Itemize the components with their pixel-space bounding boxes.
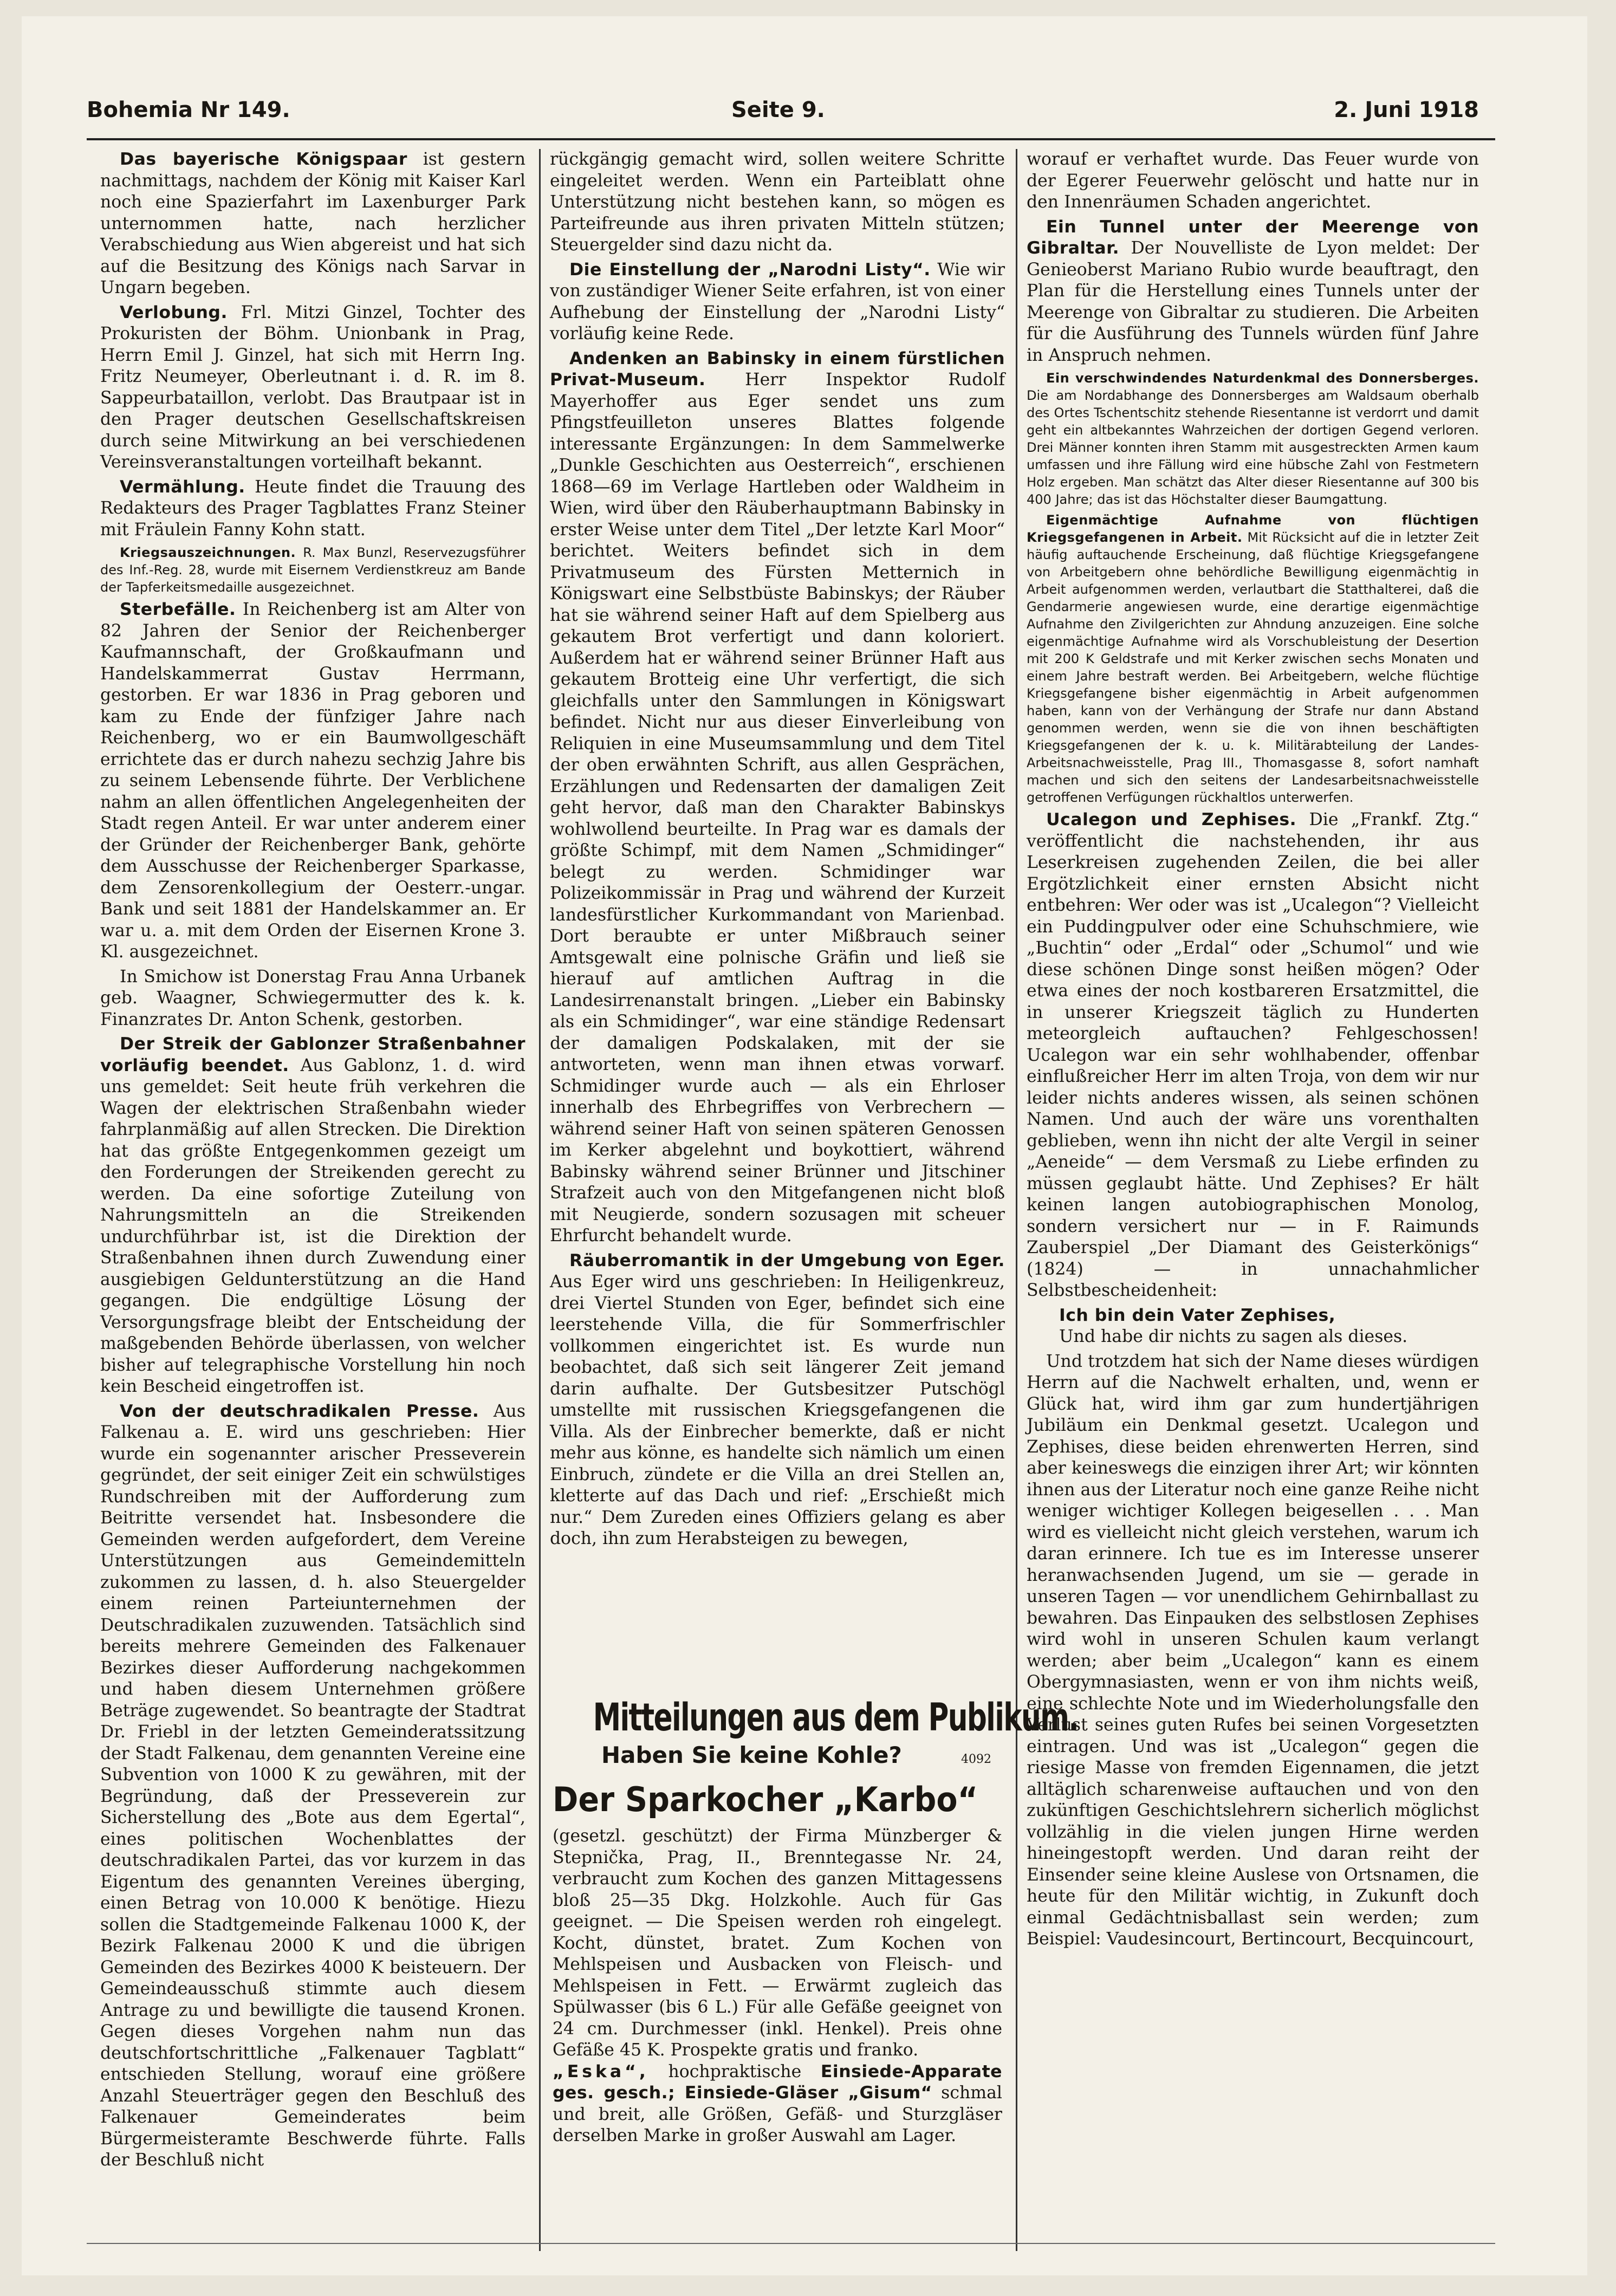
article-body: Frl. Mitzi Ginzel, Tochter des Prokuristen der Böhm. Unionbank in Prag, Herrn Emil J. Ginzel, hat sich mit Herrn Ing. Fritz Neumeyer, Oberleutnant i. d. R. im 8. Sappeurbataillon, verlobt. Das Brautpaar ist in den Prager deutschen Gesellschaftskreisen durch seine Mitwirkung an bei verschiedenen Vereinsveranstaltungen vorteilhaft bekannt. <box>100 302 525 472</box>
column-2 <box>550 149 1005 1688</box>
article-body: Aus Eger wird uns geschrieben: In Heiligenkreuz, drei Viertel Stunden von Eger, befindet sich eine leerstehende Villa, die für Sommerfrischler vollkommen eingerichtet ist. Es wurde nun beobachtet, daß sich seit längerer Zeit jemand darin aufhalte. Der Gutsbesitzer Putschögl umstellte mit russischen Kriegsgefangenen die Villa. Als der Einbrecher bemerkte, daß er nicht mehr aus könne, es handelte sich nämlich um einen Einbruch, zündete er die Villa an drei Stellen an, kletterte auf das Dach und rief: „Erschießt mich nur.“ Dem Zureden eines Offiziers gelang es aber doch, ihn zum Herabsteigen zu bewegen, <box>550 1272 1005 1548</box>
column-rule <box>1016 149 1017 2251</box>
article-ucalegon <box>1027 809 1479 1302</box>
page-header <box>87 98 1479 130</box>
ad-brand: „Eska“, <box>553 2061 649 2081</box>
ad-product-2: ges. gesch.; Einsiede-Gläser „Gisum“ <box>553 2083 932 2103</box>
ad-eska <box>553 2061 1002 2147</box>
article-kriegsgefangene <box>1027 511 1479 806</box>
article-koenigspaar <box>100 149 525 299</box>
article-narodni-listy <box>550 260 1005 345</box>
article-body: Aus Falkenau a. E. wird uns geschrieben: Hier wurde ein sogenannter arischer Presseverein gegründet, der seit einiger Zeit ein schwülstiges Rundschreiben mit der Aufforderung zum Beitritte versendet hat. Insbesondere die Gemeinden werden aufgefordert, dem Vereine Unterstützungen aus Gemeindemitteln zukommen zu lassen, d. h. also Steuergelder einem reinen Parteiunternehmen der Deutschradikalen zuzuwenden. Tatsächlich sind bereits mehrere Gemeinden des Falkenauer Bezirkes dieser Aufforderung nachgekommen und haben diesem Unternehmen größere Beträge zugewendet. So beantragte der Stadtrat Dr. Friebl in der letzten Gemeinderatssitzung der Stadt Falkenau, dem genannten Vereine eine Subvention von 1000 K zu gewähren, mit der Begründung, daß der Presseverein zur Sicherstellung des „Bote aus dem Egertal“, eines politischen Wochenblattes der deutschradikalen Partei, das vor kurzem in das Eigentum des genannten Vereines überging, einen Betrag von 10.000 K benötige. Hiezu sollen die Stadtgemeinde Falkenau 1000 K, der Bezirk Falkenau 2000 K und die übrigen Gemeinden des Bezirkes 4000 K beisteuern. Der Gemeindeausschuß stimmte auch diesem Antrage zu und bewilligte die tausend Kronen. Gegen dieses Vorgehen nahm nun das deutschfortschrittliche „Falkenauer Tagblatt“ entschieden Stellung, worauf eine größere Anzahl Steuerträger gegen den Beschluß des Falkenauer Gemeinderates beim Bürgermeisteramte Beschwerde führte. Falls der Beschluß nicht <box>100 1401 525 2170</box>
article-kriegsauszeichnungen <box>100 544 525 596</box>
header-rule <box>87 138 1495 140</box>
article-headline: Ucalegon und Zephises. <box>1046 810 1297 829</box>
article-headline: Die Einstellung der „Narodni Listy“. <box>569 260 931 280</box>
article-headline: Ein verschwindendes Naturdenkmal des Donnersberges. <box>1046 371 1479 386</box>
article-headline: Von der deutschradikalen Presse. <box>120 1401 479 1421</box>
article-continuation: rückgängig gemacht wird, sollen weitere Schritte eingeleitet werden. Wenn ein Parteiblatt ohne Unterstützung nicht bestehen kann, so mögen es Parteifreunde aus ihren privaten Mitteln stützen; Steuergelder sind dazu nicht da. <box>550 150 1005 255</box>
ad-subheading-row <box>553 1744 1002 1777</box>
ad-number: 4092 <box>961 1753 991 1766</box>
article-body: ist gestern nachmittags, nachdem der König mit Kaiser Karl noch eine Spazierfahrt im Laxenburger Park unternommen hatte, nach herzlicher Verabschiedung aus Wien abgereist und hat sich auf die Besitzung des Königs nach Sarvar in Ungarn begeben. <box>100 150 526 297</box>
article-headline: Sterbefälle. <box>120 600 236 619</box>
article-headline: Verlobung. <box>120 302 228 322</box>
ad-text: schmal und breit, alle Größen, Gefäß- und Sturzgläser derselben Marke in großer Auswahl am Lager. <box>553 2083 1002 2145</box>
article-headline: Vermählung. <box>120 477 245 497</box>
article-body: Herr Inspektor Rudolf Mayerhoffer aus Eger sendet uns zum Pfingstfeuilleton unseres Blattes folgende interessante Ergänzungen: In dem Sammelwerke „Dunkle Geschichten aus Oesterreich“, erschienen 1868—69 im Verlage Hartleben oder Waldheim in Wien, wird über den Räuberhauptmann Babinsky in erster Weise unter dem Titel „Der letzte Karl Moor“ berichtet. Weiters befindet sich in dem Privatmuseum des Fürsten Metternich in Königswart eine Selbstbüste Babinskys; der Räuber hat sie während seiner Haft auf dem Spielberg aus gekautem Brot verfertigt und dann koloriert. Außerdem hat er während seiner Brünner Haft aus gekautem Brotteig eine Uhr verfertigt, die sich gleichfalls unter den Sammlungen in Königswart befindet. Nicht nur aus dieser Einverleibung von Reliquien in eine Museumsammlung und dem Titel der oben erwähnten Schrift, aus allen Gesprächen, Erzählungen und Redensarten der damaligen Zeit geht hervor, daß man den Charakter Babinskys wohlwollend beurteilte. In Prag war es damals der größte Schimpf, mit dem Namen „Schmidinger“ belegt zu werden. Schmidinger war Polizeikommissär in Prag und während der Kurzeit landesfürstlicher Kurkommandant von Marienbad. Dort beraubte er unter Mißbrauch seiner Amtsgewalt eine polnische Gräfin und ließ sie hierauf auf amtlichen Auftrag in die Landesirrenanstalt bringen. „Lieber ein Babinsky als ein Schmidinger“, war eine ständige Redensart der damaligen Podskalaken, mit der sie antworteten, wenn man ihnen etwas vorwarf. Schmidinger wurde auch — als ein Ehrloser innerhalb des Ehrbegriffes von Verbrechern — während seiner Haft von seinen späteren Genossen im Kerker abgelehnt und boykottiert, während Babinsky während seiner Brünner und Jitschiner Strafzeit auch von den Mitgefangenen nicht bloß mit Neugierde, sondern sozusagen mit scheuer Ehrfurcht behandelt wurde. <box>550 370 1005 1246</box>
verse-line: Und habe dir nichts zu sagen als dieses. <box>1059 1327 1408 1346</box>
bottom-rule <box>87 2243 1495 2244</box>
ad-product: Einsiede-Apparate <box>820 2061 1002 2081</box>
article-babinsky <box>550 348 1005 1247</box>
article-gibraltar-tunnel <box>1027 217 1479 367</box>
article-body: In Reichenberg ist am Alter von 82 Jahren der Senior der Reichenberger Kaufmannschaft, der Großkaufmann und Handelskammerrat Gustav Herrmann, gestorben. Er war 1836 in Prag geboren und kam zu Ende der fünfziger Jahre nach Reichenberg, wo er ein Baumwollgeschäft errichtete das er durch nahezu sechzig Jahre bis zu seinem Lebensende führte. Der Verblichene nahm an allen öffentlichen Angelegenheiten der Stadt regen Anteil. Er war unter anderem einer der Gründer der Reichenberger Bank, gehörte dem Ausschusse der Reichenberger Sparkasse, dem Zensorenkollegium der Oesterr.-ungar. Bank und seit 1881 der Handelskammer an. Er war u. a. mit dem Orden der Eisernen Krone 3. Kl. ausgezeichnet. <box>100 600 525 962</box>
column-3 <box>1027 149 1479 2240</box>
article-raeuberromantik <box>550 1250 1005 1550</box>
article-vermaehlung <box>100 477 525 541</box>
article-continuation: worauf er verhaftet wurde. Das Feuer wurde von der Egerer Feuerwehr gelöscht und hatte nur in den Innenräumen Schaden angerichtet. <box>1027 150 1479 212</box>
article-sterbefaelle <box>100 599 525 963</box>
article-headline: Andenken an Babinsky in einem fürstlichen Privat-Museum. <box>550 348 1005 390</box>
issue-date: 2. Juni 1918 <box>1334 98 1479 122</box>
verse-line: Ich bin dein Vater Zephises, <box>1059 1305 1336 1325</box>
column-1 <box>100 149 525 2240</box>
ad-body: (gesetzl. geschützt) der Firma Münzberger & Stepnička, Prag, II., Brenntegasse Nr. 24, verbraucht zum Kochen des ganzen Mittagessens bloß 25—35 Dkg. Holzkohle. Auch für Gas geeignet. — Die Speisen werden roh eingelegt. Kocht, dünstet, bratet. Zum Kochen von Mehlspeisen und Ausbacken von Fleisch- und Mehlspeisen in Fett. — Erwärmt zugleich das Spülwasser (bis 6 L.) Für alle Gefäße geeignet von 24 cm. Durchmesser (inkl. Henkel). Preis ohne Gefäße 45 K. Prospekte gratis und franko. <box>553 1826 1002 2060</box>
newspaper-page <box>22 16 1587 2275</box>
column-rule <box>539 149 541 2251</box>
article-naturdenkmal <box>1027 369 1479 508</box>
ad-subheading: Haben Sie keine Kohle? <box>601 1742 902 1768</box>
article-body: Aus Gablonz, 1. d. wird uns gemeldet: Seit heute früh verkehren die Wagen der elektrischen Straßenbahn wieder fahrplanmäßig auf allen Strecken. Die Direktion hat das größte Entgegenkommen gezeigt um den Forderungen der Streikenden gerecht zu werden. Da eine sofortige Zuteilung von Nahrungsmitteln an die Streikenden undurchführbar ist, ist die Direktion der Straßenbahnen ihnen durch Zuwendung einer ausgiebigen Geldunterstützung an die Hand gegangen. Die endgültige Lösung der Versorgungsfrage bleibt der Entscheidung der maßgebenden Behörde überlassen, von welcher bisher auf telegraphische Vorstellung hin noch kein Bescheid eingetroffen ist. <box>100 1055 525 1396</box>
article-body: Der Nouvelliste de Lyon meldet: Der Genieoberst Mariano Rubio wurde beauftragt, den Plan für die Herstellung eines Tunnels unter der Meerenge von Gibraltar zu studieren. Die Arbeiten für die Ausführung des Tunnels würden fünf Jahre in Anspruch nehmen. <box>1027 238 1479 365</box>
article-headline: Das bayerische Königspaar <box>120 150 407 169</box>
article-deutschradikale-presse <box>100 1401 525 2171</box>
article-headline: Räuberromantik in der Umgebung von Eger. <box>569 1250 1005 1270</box>
article-body: Wie wir von zuständiger Wiener Seite erfahren, ist von einer Aufhebung der Einstellung der „Narodni Listy“ vorläufig keine Rede. <box>550 260 1005 343</box>
ad-product-title: Der Sparkocher „Karbo“ <box>553 1780 978 1819</box>
article-headline: Der Streik der Gablonzer Straßenbahner vorläufig beendet. <box>100 1034 525 1075</box>
article-body: Die „Frankf. Ztg.“ veröffentlicht die nachstehenden, ihr aus Leserkreisen zugehenden Zeilen, die bei aller Ergötzlichkeit einer ernsten Absicht nicht entbehren: Wer oder was ist „Ucalegon“? Vielleicht ein Puddingpulver oder eine Schuhschmiere, wie „Buchtin“ oder „Erdal“ oder „Schumol“ und wie diese schönen Dinge sonst heißen mögen? Oder etwa eines der noch kostbareren Ersatzmittel, die in unserer Kriegszeit täglich zu Hunderten meteorgleich auftauchen? Fehlgeschossen! Ucalegon war ein sehr wohlhabender, offenbar einflußreicher Herr im alten Troja, von dem wir nur leider nichts anderes wissen, als seinen schönen Namen. Und auch der wäre uns vorenthalten geblieben, wenn ihn nicht der alte Vergil in seiner „Aeneide“ — dem Versmaß zu Liebe erfinden zu müssen geglaubt hätte. Und Zephises? Er hält keinen langen autobiographischen Monolog, sondern versichert nur — in F. Raimunds Zauberspiel „Der Diamant des Geisterkönigs“ (1824) — in unnachahmlicher Selbstbescheidenheit: <box>1027 810 1479 1300</box>
article-smichow: In Smichow ist Donerstag Frau Anna Urbanek geb. Waagner, Schwiegermutter des k. k. Finanzrates Dr. Anton Schenk, gestorben. <box>100 967 525 1029</box>
article-body: R. Max Bunzl, Reservezugsführer des Inf.-Reg. 28, wurde mit Eisernem Verdienstkreuz am Bande der Tapferkeitsmedaille ausgezeichnet. <box>100 545 525 595</box>
article-headline: Ein Tunnel unter der Meerenge von Gibraltar. <box>1027 217 1479 258</box>
article-verlobung <box>100 302 525 474</box>
ad-section-heading: Mitteilungen aus dem Publikum. <box>593 1695 1079 1740</box>
ad-text: hochpraktische <box>668 2061 802 2081</box>
page-number: Seite 9. <box>731 98 825 122</box>
article-headline: Eigenmächtige Aufnahme von flüchtigen Kriegsgefangenen in Arbeit. <box>1027 513 1479 545</box>
article-gablonz-streik <box>100 1034 525 1398</box>
masthead-issue: Bohemia Nr 149. <box>87 98 290 122</box>
advertisement-block <box>553 1695 1079 2237</box>
article-headline: Kriegsauszeichnungen. <box>120 545 296 560</box>
article-ucalegon-cont: Und trotzdem hat sich der Name dieses würdigen Herrn auf die Nachwelt erhalten, und, wenn er Glück hat, wird ihm gar zum hundertjährigen Jubiläum ein Denkmal gesetzt. Ucalegon und Zephises, diese beiden ehrenwerten Herren, sind aber keineswegs die einzigen ihrer Art; wir könnten ihnen aus der Literatur noch eine ganze Reihe nicht weniger wichtiger Kollegen beigesellen . . . Man wird es vielleicht nicht gleich verstehen, warum ich daran erinnere. Ich tue es im Interesse unserer heranwachsenden Jugend, um sie — gerade in unseren Tagen — vor unendlichem Gehirnballast zu bewahren. Das Einpauken des selbstlosen Zephises wird wohl in unseren Schulen kaum verlangt werden; aber beim „Ucalegon“ kann es einem Obergymnasiasten, wenn er von ihm nichts weiß, eine schlechte Note und im Wiederholungsfalle den Verlust seines guten Rufes bei seinen Vorgesetzten eintragen. Und was ist „Ucalegon“ gegen die riesige Masse von fremden Eigennamen, die jetzt alltäglich scharenweise auftauchen und von den zukünftigen Geschichtslehrern sicherlich möglichst vollzählig in die vielen jungen Hirne werden hineingestopft werden. Und daran reiht der Einsender seine kleine Auslese von Ortsnamen, die heute für den Militär wichtig, in Zukunft doch einmal Gedächtnisballast sein werden; zum Beispiel: Vaudesincourt, Bertincourt, Becquincourt, <box>1027 1351 1479 1949</box>
article-body: Die am Nordabhange des Donnersberges am Waldsaum oberhalb des Ortes Tschentschitz stehende Riesentanne ist verdorrt und damit geht ein altbekanntes Wahrzeichen der dortigen Gegend verloren. Drei Männer konnten ihren Stamm mit ausgestreckten Armen kaum umfassen und ihre Fällung wird eine hübsche Zahl von Festmetern Holz ergeben. Man schätzt das Alter dieser Riesentanne auf 300 bis 400 Jahre; das ist das Höchstalter dieser Baumgattung. <box>1027 388 1479 507</box>
article-body: Mit Rücksicht auf die in letzter Zeit häufig auftauchende Erscheinung, daß flüchtige Kriegsgefangene von Arbeitgebern ohne behördliche Bewilligung eigenmächtig in Arbeit aufgenommen werden, verlautbart die Statthalterei, daß die Gendarmerie angewiesen wurde, eine derartige eigenmächtige Aufnahme den Zivilgerichten zur Ahndung anzuzeigen. Eine solche eigenmächtige Aufnahme wird als Vorschubleistung der Desertion mit 200 K Geldstrafe und mit Kerker zwischen sechs Monaten und einem Jahre bestraft werden. Bei Arbeitgebern, welche flüchtige Kriegsgefangene bisher eigenmächtig in Arbeit aufgenommen haben, kann von der Verhängung der Strafe nur dann Abstand genommen werden, wenn sie die von ihnen beschäftigten Kriegsgefangenen der k. u. k. Militärabteilung der Landes-Arbeitsnachweisstelle, Prag III., Thomasgasse 8, sofort namhaft machen und sich den seitens der Landesarbeitsnachweisstelle getroffenen Verfügungen rückhaltlos unterwerfen. <box>1027 530 1479 805</box>
article-body: Heute findet die Trauung des Redakteurs des Prager Tagblattes Franz Steiner mit Fräulein Fanny Kohn statt. <box>100 477 525 540</box>
